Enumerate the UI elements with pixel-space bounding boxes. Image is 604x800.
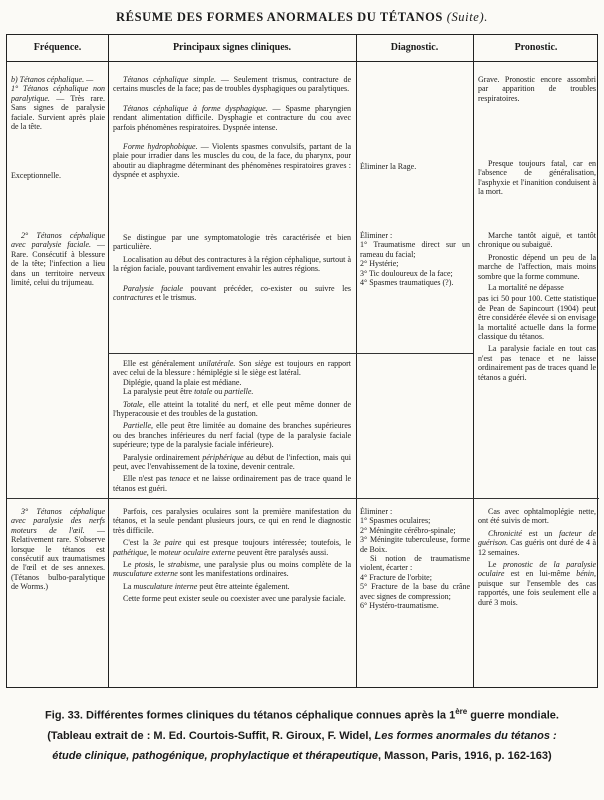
r3-p3b: ou [212,387,225,397]
r3-p4: elle atteint la totalité du nerf, et elle peut même donner de l'hyperacousie et des troubles de la gustation. [113,399,351,419]
row4-diag-item: 1° Spasmes oculaires; [360,516,431,526]
row2-prog-p2: Pronostic dépend un peu de la marche de l'affection, mais moins sombre que la forme commune. [478,252,596,281]
row2-signs-p1: Se distingue par une symptomatologie très caractérisée et bien particulière. [113,233,351,252]
col-header-frequence: Fréquence. [33,42,82,53]
caption-line-1 [8,702,596,726]
r4-prog-p1: Cas avec ophtalmoplégie nette, ont été suivis de mort. [478,507,596,526]
r3-p1a: Elle est généralement [123,359,199,368]
r4-p3d: sont les manifestations ordinaires. [177,569,289,579]
r4-p2a: C'est la [123,538,153,548]
r4-p3em: ptosis, [134,560,156,570]
row2-signs-p3b: et le trismus. [153,293,197,303]
row4-signes [113,507,351,685]
row3-prog-p1: pas ici 50 pour 100. Cette statistique de Pean de Sapincourt (1904) peut être considérée élevée si on envisage la mortalité actuelle dans la forme classique du tétanos. [478,294,596,342]
row1-frequence [11,75,105,225]
r3-p6a: Paralysie ordinairement [123,452,203,462]
r4-p2d: peuvent être paralysés aussi. [235,547,329,557]
r4-p4em: musculature interne [133,581,198,591]
r3-p1b: Son [235,359,255,368]
row3-prog-p2: La paralysie faciale en tout cas n'est pas tenace et ne laisse ordinairement pas de traces quand le tétanos a guéri. [478,344,596,382]
row2-prog-p1: Marche tantôt aiguë, et tantôt chronique ou subaiguë. [478,231,596,250]
r3-p5em: Partielle, [123,421,153,431]
row2-diag-item: 2° Hystérie; [360,259,399,269]
row2-diag-item: 4° Spasmes traumatiques (?). [360,278,454,288]
r3-p1em2: siège [254,359,272,368]
row4-pronostic [478,507,596,685]
r4-p2b: qui est presque toujours intéressée; toutefois, le [181,538,351,548]
page-title [0,10,604,25]
r4-p3b: le [155,560,168,570]
row1-pronostic-fatal: Presque toujours fatal, car en l'absence de généralisation, l'asphyxie et l'inanition conduisent à la mort. [478,159,596,197]
title-text: RÉSUME DES FORMES ANORMALES DU TÉTANOS [116,10,443,24]
r3-p2: Diplégie, quand la plaie est médiane. [123,377,242,387]
row1-subtype: 1° Tétanos céphalique non paralytique. [11,84,105,103]
dysph-text: — Spasme pharyngien rendant alimentation difficile. Dysphagie et contracture du cou avec parfois phénomènes respiratoires. Dyspnée intense. [113,103,351,132]
row1-pronostic-grave: Grave. Pronostic encore assombri par apparition de troubles respiratoires. [478,75,596,103]
r4-p3a: Le [123,560,135,570]
row4-diagnostic [360,507,470,685]
row2-diag-item: 3° Tic douloureux de la face; [360,268,453,278]
row2-signs-p2: Localisation au début des contractures à la région céphalique, surtout à la région faciale, pouvant tardivement envahir les autres régions. [113,254,351,274]
row4-diag-item: 6° Hystéro-traumatisme. [360,601,439,611]
r3-p1c: est toujours en rapport avec celui de la blessure : hémiplégie si le siège est latéral. [113,359,351,378]
row4-diag-head: Éliminer : [360,507,393,516]
r4-prog-p3b: est en lui-même [504,569,577,579]
row2-pronostic [478,231,596,495]
cap-l1a: Fig. 33. Différentes formes cliniques du tétanos céphalique connues après la 1 [45,709,456,722]
row2-signes [113,233,351,351]
r4-p4a: La [123,581,134,591]
r4-p2em: 3e paire [152,538,182,548]
r4-prog-p3em: pronostic de la paralysie oculaire [478,560,596,579]
r4-prog-p3a: Le [488,560,503,570]
row2-signs-em: Paralysie faciale [123,283,183,293]
hydro-text: — Violents spasmes convulsifs, partant de la plaie pour irradier dans les muscles du cou, de la face, du pharynx, pour aboutir au diaphragme déterminant des phénomènes respiratoires graves : dyspnée et asphyxie. [113,142,351,180]
figure-caption [8,702,596,766]
r3-p4em: Totale, [123,399,145,409]
col-header-signes: Principaux signes cliniques. [172,42,292,53]
row2-subtype: 2° Tétanos céphalique avec paralysie faciale. [11,231,105,250]
row4-subtype: 3° Tétanos céphalique avec paralysie des nerfs moteurs de l'œil. [11,507,105,535]
hydro-title: Forme hydrophobique. [123,142,198,152]
row2-diag-item: 1° Traumatisme direct sur un rameau du facial; [360,240,470,259]
r4-p3c: une paralysie plus ou moins complète de la [200,560,351,570]
r3-p3em: totale [194,387,213,397]
forms-table [6,34,598,688]
r4-prog-em: Chronicité [488,528,522,538]
row1-label: b) Tétanos céphalique. — [11,75,94,84]
r4-p5: Cette forme peut exister seule ou coexister avec une paralysie faciale. [123,594,346,604]
cap-l2em: Les formes anormales du tétanos : [374,729,557,742]
r4-prog-p3c: puisque sur l'ensemble des cas rapportés, une fois seulement elle a duré 3 mois. [478,578,596,607]
r4-prog-em2: facteur de guérison. [478,528,596,548]
row4-frequence [11,507,105,627]
r3-p7a: Elle n'est pas [123,474,170,484]
r4-p2em2: pathétique, [113,547,149,557]
r3-p5: elle peut être limitée au domaine des branches supérieures ou des branches inférieures du nerf facial (type de la paralysie faciale supérieure; type de la paralysie faciale inférieure). [113,421,351,450]
r3-p7b: et ne laisse ordinairement pas de trace quand le tétanos est guéri. [113,474,351,493]
row2-signs-p3a: pouvant précéder, co-exister ou suivre les [182,283,351,293]
r4-p4b: peut être atteinte également. [197,581,290,591]
caption-line-3 [8,746,596,766]
r3-p7em: tenace [169,474,191,484]
row2-diag-head: Éliminer : [360,231,393,240]
r3-p1em: unilatérale. [198,359,236,368]
r4-prog-p2a: est un [521,528,560,538]
col-header-diagnostic: Diagnostic. [390,42,439,53]
row2-diagnostic [360,231,470,351]
row2-prog-p3: La mortalité ne dépasse [488,283,564,293]
row1-diagnostic: Éliminer la Rage. [360,162,417,171]
r3-p6b: au début de l'infection, mais qui peut, avec l'envahissement de la toxine, devenir centrale. [113,452,351,472]
cap-l3b: , Masson, Paris, 1916, p. 162-163) [378,749,552,762]
row1-exceptional: Exceptionnelle. [11,171,61,181]
row4-diag-item: 5° Fracture de la base du crâne avec signes de compression; [360,582,470,601]
r3-p6em: périphérique [202,452,244,462]
r4-p2em3: moteur oculaire externe [158,547,236,557]
row2-freq-text: — Rare. Consécutif à blessure de la tête; l'infection a lieu dans un territoire nerveux limité, celui du trijumeau. [11,240,105,288]
cap-l2a: (Tableau extrait de : M. Ed. Courtois-Suffit, R. Giroux, F. Widel, [47,729,375,742]
caption-line-2 [8,726,596,746]
cap-l3em: étude clinique, pathogénique, prophylactique et thérapeutique [52,749,379,762]
r4-prog-p3em2: bénin, [576,569,596,579]
row2-frequence [11,231,105,301]
title-suffix: (Suite). [446,10,488,24]
cap-l1sup: ère [455,707,468,716]
r4-p2c: le [148,547,159,557]
cap-l1b: guerre mondiale. [467,709,559,722]
row4-freq-text: — Relativement rare. S'observe lorsque le tétanos est consécutif aux traumatismes de l'œil et de ses annexes. (Tétanos bulbo-paralytique de Worms.) [11,525,105,592]
row2-signs-em2: contractures [113,293,154,303]
r4-p3em3: musculature externe [113,569,178,579]
simple-title: Tétanos céphalique simple. [123,75,216,84]
row4-diag-item: 3° Méningite tuberculeuse, forme de Boix. [360,535,470,554]
row4-diag-item: Si notion de traumatisme violent, écarter : [360,554,470,573]
row1-signes [113,75,351,215]
row1-freq-text: — Très rare. Sans signes de paralysie faciale. Survient après plaie de la tête. [11,93,105,132]
row4-diag-item: 2° Méningite cérébro-spinale; [360,525,456,535]
dysph-title: Tétanos céphalique à forme dysphagique. [123,103,268,113]
r4-prog-p2b: Cas guéris ont duré de 4 à 12 semaines. [478,538,596,557]
row3-signes [113,359,351,495]
r3-p3em2: partielle. [224,387,254,397]
col-header-pronostic: Pronostic. [514,42,558,53]
simple-text: — Seulement trismus, contracture de certains muscles de la face; pas de troubles dysphagiques ou paralytiques. [113,75,351,94]
r3-p3a: La paralysie peut être [123,387,195,397]
row4-diag-item: 4° Fracture de l'orbite; [360,572,432,582]
r4-p3em2: strabisme, [167,560,201,570]
r4-p1: Parfois, ces paralysies oculaires sont la première manifestation du tétanos, et la seule pendant plusieurs jours, ce qui en rend le diagnostic très difficile. [113,507,351,535]
